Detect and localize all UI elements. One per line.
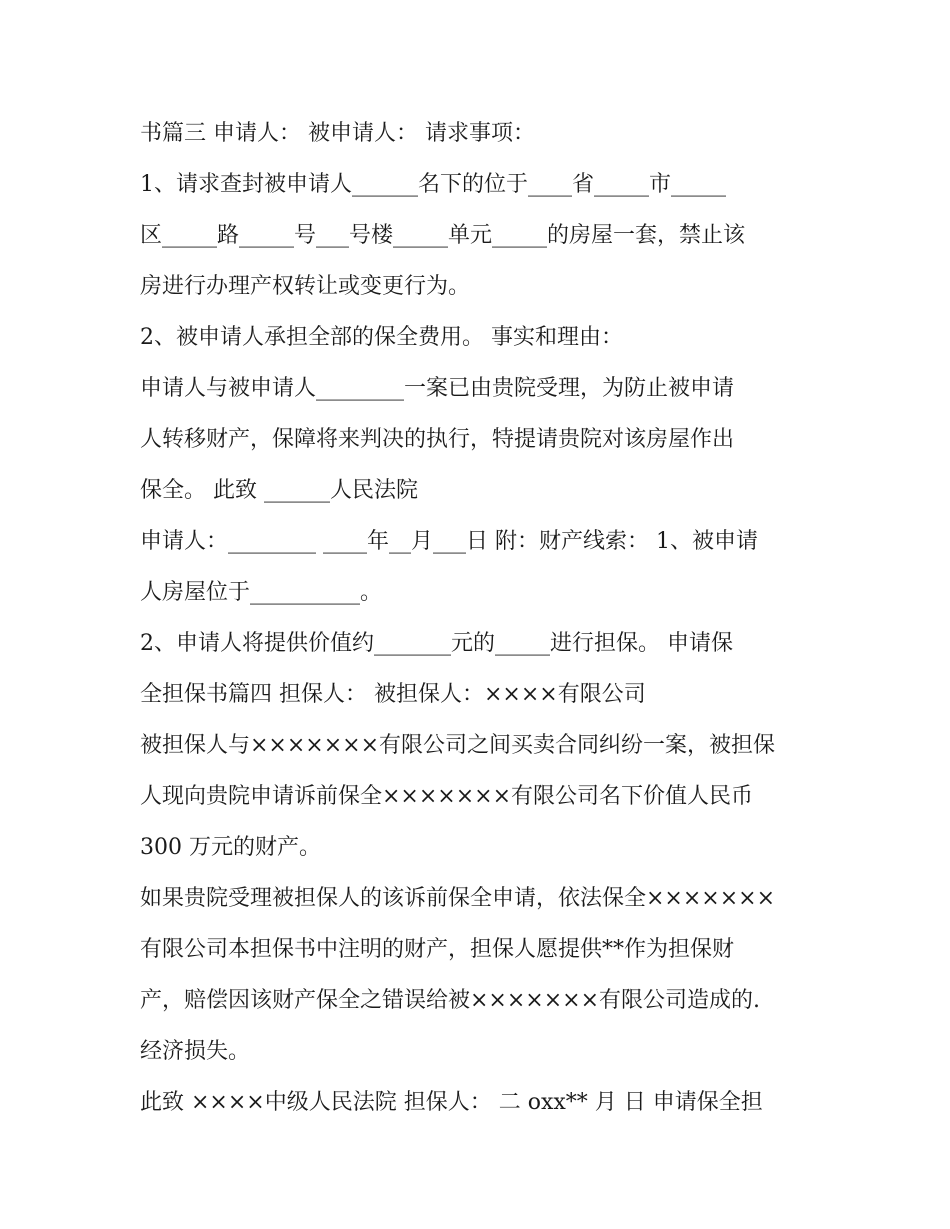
text-line: 2、被申请人承担全部的保全费用。 事实和理由：: [140, 325, 623, 350]
text-line: 全担保书篇四 担保人： 被担保人：××××有限公司: [140, 682, 646, 707]
text-line: 1、请求查封被申请人______名下的位于____省_____市_____: [140, 172, 726, 197]
text-line: 产，赔偿因该财产保全之错误给被×××××××有限公司造成的.: [140, 988, 761, 1013]
document-body: [140, 108, 820, 1128]
text-line: 人转移财产，保障将来判决的执行，特提请贵院对该房屋作出: [140, 427, 735, 452]
text-line: 有限公司本担保书中注明的财产，担保人愿提供**作为担保财: [140, 937, 735, 962]
text-line: 人现向贵院申请诉前保全×××××××有限公司名下价值人民币: [140, 784, 754, 809]
text-line: 保全。 此致 ______人民法院: [140, 478, 418, 503]
text-line: 300 万元的财产。: [140, 835, 321, 860]
text-line: 区_____路_____号___号楼_____单元_____的房屋一套，禁止该: [140, 223, 746, 248]
text-line: 如果贵院受理被担保人的该诉前保全申请，依法保全×××××××: [140, 886, 776, 911]
text-line: 书篇三 申请人： 被申请人： 请求事项：: [140, 121, 535, 146]
text-line: 被担保人与×××××××有限公司之间买卖合同纠纷一案，被担保: [140, 733, 776, 758]
text-line: 2、申请人将提供价值约_______元的_____进行担保。 申请保: [140, 631, 733, 656]
text-line: 申请人：________ ____年__月___日 附：财产线索： 1、被申请: [140, 529, 758, 554]
text-line: 申请人与被申请人________一案已由贵院受理，为防止被申请: [140, 376, 735, 401]
text-line: 人房屋位于__________。: [140, 580, 383, 605]
text-line: 经济损失。: [140, 1039, 251, 1064]
text-line: 房进行办理产权转让或变更行为。: [140, 274, 471, 299]
text-line: 此致 ××××中级人民法院 担保人： 二 oxx** 月 日 申请保全担: [140, 1090, 763, 1115]
